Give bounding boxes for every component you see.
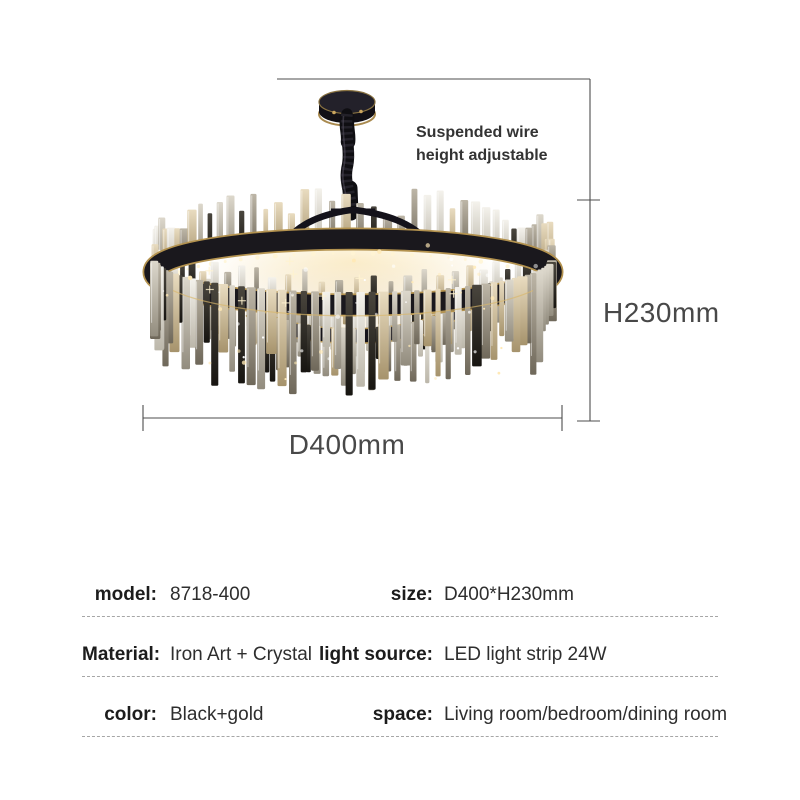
spec-value: LED light strip 24W [444, 644, 607, 665]
spec-label: size: [390, 584, 433, 605]
spec-label: model: [94, 584, 157, 605]
spec-label: light source: [318, 644, 433, 665]
spec-value: 8718-400 [170, 584, 251, 605]
spec-label: Material: [82, 644, 161, 665]
spec-row [82, 677, 728, 737]
spec-row [82, 617, 718, 677]
spec-label: color: [104, 704, 157, 725]
spec-value: Iron Art + Crystal [170, 644, 313, 665]
spec-value: D400*H230mm [444, 584, 574, 605]
spec-value: Living room/bedroom/dining room [444, 704, 728, 725]
spec-row [82, 557, 718, 617]
height-label: H230mm [603, 297, 720, 328]
spec-label: space: [372, 704, 433, 725]
spec-value: Black+gold [170, 704, 264, 725]
spec-table [82, 557, 728, 737]
diameter-label: D400mm [288, 429, 406, 460]
wire-note: Suspended wire height adjustable [416, 124, 548, 164]
